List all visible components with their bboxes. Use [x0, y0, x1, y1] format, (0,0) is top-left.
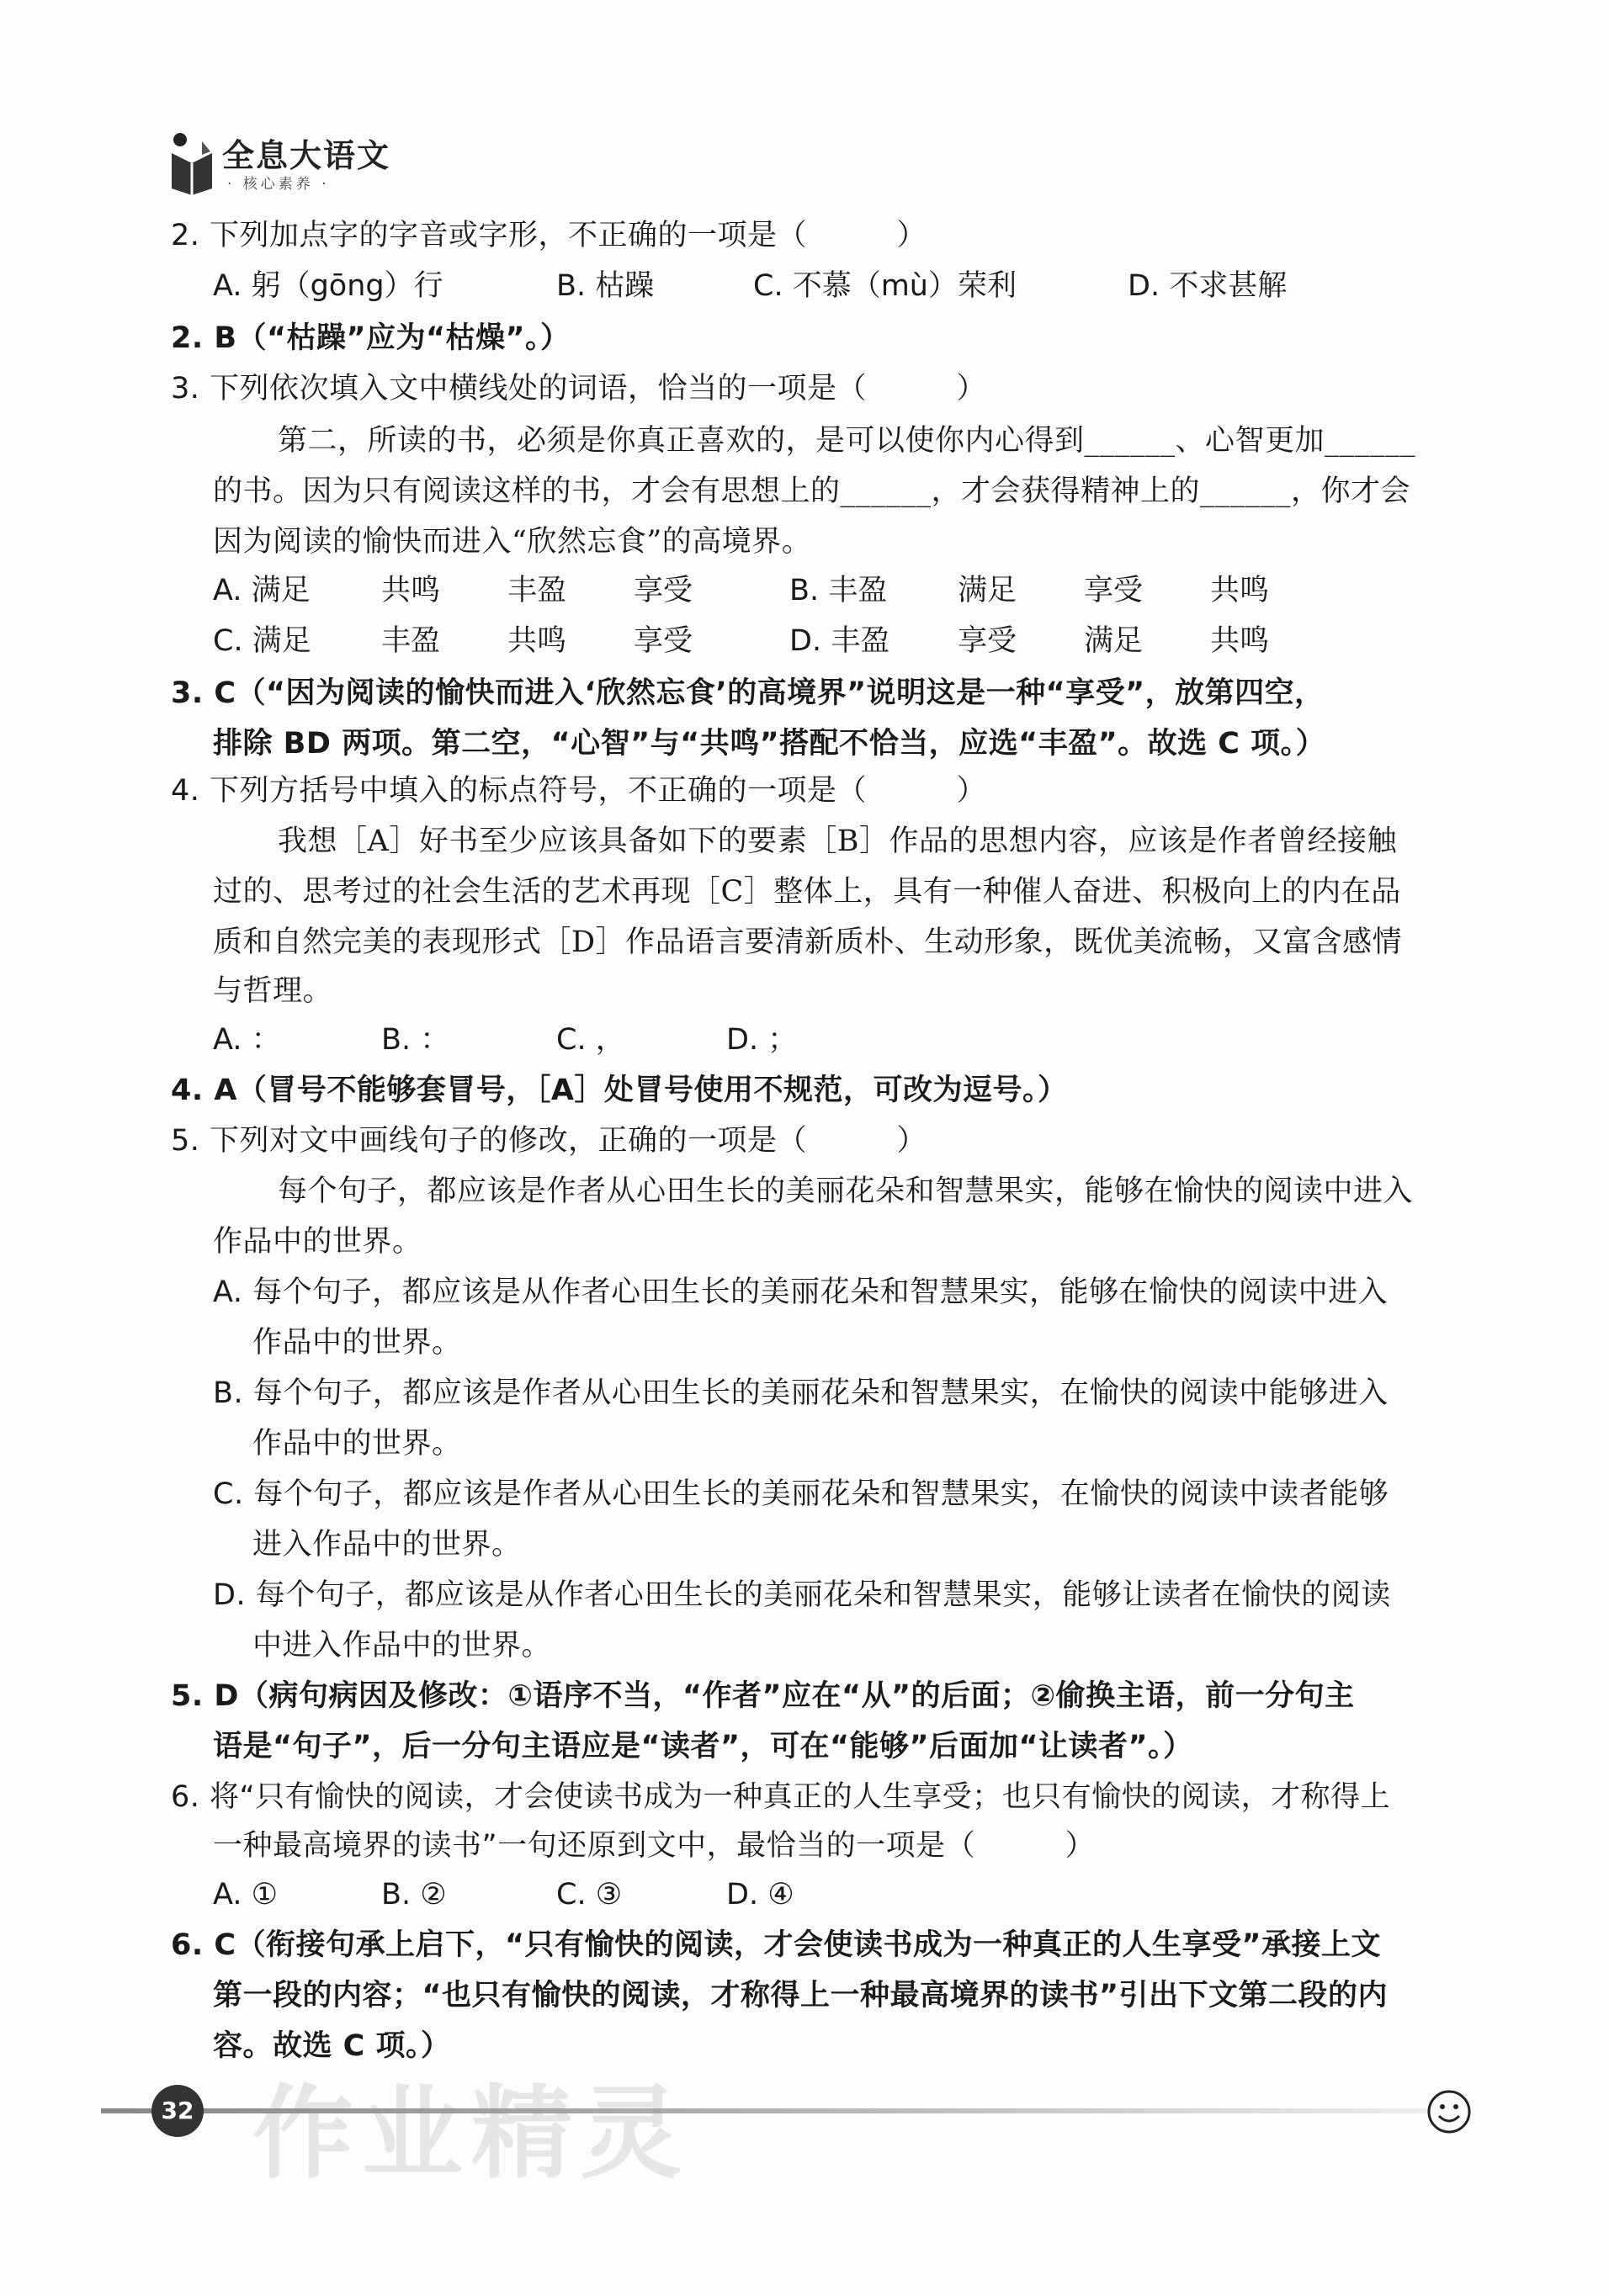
q2-option-c: C. 不慕（mù）荣利 — [753, 269, 1017, 303]
q6-answer-line: 第一段的内容；“也只有愉快的阅读，才称得上一种最高境界的读书”引出下文第二段的内 — [213, 1979, 1389, 2012]
page-number: 32 — [151, 2085, 204, 2137]
q6-option-a: A. ① — [213, 1878, 278, 1912]
q5-option-c: C. 每个句子，都应该是作者从心田生长的美丽花朵和智慧果实，在愉快的阅读中读者能够 — [213, 1477, 1389, 1511]
brand-title: 全息大语文 — [222, 137, 391, 174]
q3-option-d-word: 享受 — [958, 624, 1017, 658]
q6-stem-line: 6. 将“只有愉快的阅读，才会使读书成为一种真正的人生享受；也只有愉快的阅读，才称得上 — [171, 1780, 1391, 1814]
q5-option-b-cont: 作品中的世界。 — [252, 1427, 462, 1461]
q2-option-b: B. 枯躁 — [556, 269, 655, 303]
q4-passage-line: 质和自然完美的表现形式［D］作品语言要清新质朴、生动形象，既优美流畅，又富含感情 — [213, 925, 1403, 959]
q4-passage-line: 与哲理。 — [213, 974, 333, 1008]
q3-option-a-word: A. 满足 — [213, 574, 311, 607]
q5-option-d-cont: 中进入作品中的世界。 — [252, 1629, 552, 1662]
watermark: 作业精灵 — [252, 2076, 690, 2193]
q5-option-d: D. 每个句子，都应该是从作者心田生长的美丽花朵和智慧果实，能够让读者在愉快的阅读 — [213, 1578, 1391, 1612]
q3-option-d-word: 满足 — [1084, 624, 1144, 658]
q3-option-a-word: 共鸣 — [381, 574, 441, 607]
q5-option-a-cont: 作品中的世界。 — [252, 1326, 462, 1360]
q3-answer-line: 排除 BD 两项。第二空，“心智”与“共鸣”搭配不恰当，应选“丰盈”。故选 C 项。） — [213, 727, 1326, 761]
q6-option-d: D. ④ — [726, 1878, 794, 1912]
q3-option-a-word: 丰盈 — [507, 574, 567, 607]
q3-passage-line: 的书。因为只有阅读这样的书，才会有思想上的______，才会获得精神上的______，你才会 — [213, 475, 1411, 508]
q5-option-b: B. 每个句子，都应该是作者从心田生长的美丽花朵和智慧果实，在愉快的阅读中能够进入 — [213, 1376, 1389, 1410]
q2-stem: 2. 下列加点字的字音或字形，不正确的一项是（ ） — [171, 219, 927, 252]
q5-option-a: A. 每个句子，都应该是从作者心田生长的美丽花朵和智慧果实，能够在愉快的阅读中进入 — [213, 1275, 1389, 1309]
q2-option-d: D. 不求甚解 — [1128, 269, 1288, 303]
q3-option-d-word: 共鸣 — [1210, 624, 1270, 658]
brand-tagline: · 核心素养 · — [227, 176, 330, 193]
q4-passage-line: 过的、思考过的社会生活的艺术再现［C］整体上，具有一种催人奋进、积极向上的内在品 — [213, 875, 1401, 909]
q6-option-b: B. ② — [381, 1878, 447, 1912]
q3-passage-line: 第二，所读的书，必须是你真正喜欢的，是可以使你内心得到______、心智更加______ — [278, 424, 1416, 458]
q2-option-a: A. 躬（gōng）行 — [213, 269, 443, 303]
book-logo-icon — [168, 130, 215, 195]
q6-answer-line: 6. C（衔接句承上启下，“只有愉快的阅读，才会使读书成为一种真正的人生享受”承接上文 — [171, 1928, 1382, 1962]
q3-option-d-word: D. 丰盈 — [789, 624, 890, 658]
q3-option-b-word: B. 丰盈 — [789, 574, 888, 607]
q4-passage-line: 我想［A］好书至少应该具备如下的要素［B］作品的思想内容，应该是作者曾经接触 — [278, 825, 1397, 858]
q4-stem: 4. 下列方括号中填入的标点符号，不正确的一项是（ ） — [171, 774, 987, 808]
q3-stem: 3. 下列依次填入文中横线处的词语，恰当的一项是（ ） — [171, 372, 987, 406]
q3-option-c-word: C. 满足 — [213, 624, 311, 658]
q5-stem: 5. 下列对文中画线句子的修改，正确的一项是（ ） — [171, 1124, 927, 1158]
q6-stem-line: 一种最高境界的读书”一句还原到文中，最恰当的一项是（ ） — [213, 1829, 1096, 1863]
q3-answer-line: 3. C（“因为阅读的愉快而进入‘欣然忘食’的高境界”说明这是一种“享受”，放第四空， — [171, 676, 1325, 710]
brand-logo — [168, 125, 421, 200]
q3-option-c-word: 共鸣 — [507, 624, 567, 658]
q3-option-b-word: 享受 — [1084, 574, 1144, 607]
q4-option-b: B. ： — [381, 1023, 450, 1057]
q4-option-d: D. ； — [726, 1023, 798, 1057]
q4-option-a: A. ： — [213, 1023, 281, 1057]
smiley-icon — [1426, 2088, 1473, 2135]
q5-answer-line: 5. D（病句病因及修改：①语序不当，“作者”应在“从”的后面；②偷换主语，前一分句主 — [171, 1679, 1355, 1713]
q3-passage-line: 因为阅读的愉快而进入“欣然忘食”的高境界。 — [213, 525, 812, 559]
q3-option-b-word: 共鸣 — [1210, 574, 1270, 607]
q2-answer: 2. B（“枯躁”应为“枯燥”。） — [171, 321, 571, 355]
q3-option-c-word: 享受 — [634, 624, 693, 658]
q5-passage-line: 作品中的世界。 — [213, 1225, 422, 1259]
q5-passage-line: 每个句子，都应该是作者从心田生长的美丽花朵和智慧果实，能够在愉快的阅读中进入 — [278, 1175, 1414, 1208]
q5-option-c-cont: 进入作品中的世界。 — [252, 1528, 522, 1562]
q6-option-c: C. ③ — [556, 1878, 623, 1912]
q6-answer-line: 容。故选 C 项。） — [213, 2029, 451, 2063]
q4-option-c: C. ， — [556, 1023, 625, 1057]
q3-option-a-word: 享受 — [634, 574, 693, 607]
q5-answer-line: 语是“句子”，后一分句主语应是“读者”，可在“能够”后面加“让读者”。） — [213, 1730, 1193, 1763]
q3-option-c-word: 丰盈 — [381, 624, 441, 658]
q3-option-b-word: 满足 — [958, 574, 1017, 607]
q4-answer: 4. A（冒号不能够套冒号，［A］处冒号使用不规范，可改为逗号。） — [171, 1074, 1068, 1107]
